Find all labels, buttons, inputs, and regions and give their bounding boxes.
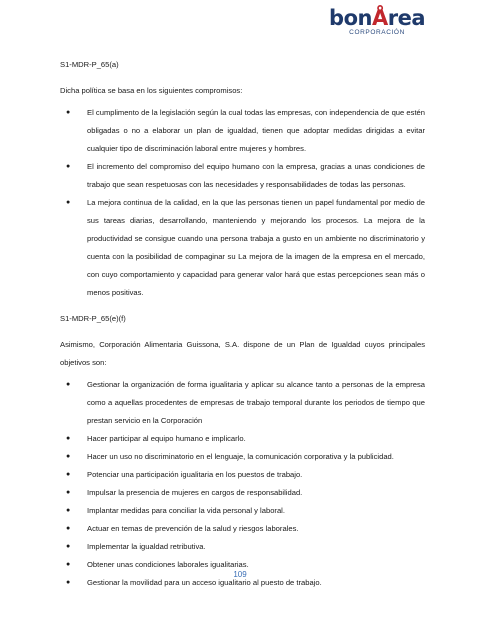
list-item: ● Gestionar la movilidad para un acceso igualitario al puesto de trabajo. xyxy=(60,574,425,592)
company-logo xyxy=(329,7,425,37)
bullet-icon: ● xyxy=(66,525,71,532)
list-item: ● Potenciar una participación igualitaria en los puestos de trabajo. xyxy=(60,466,425,484)
list-item: ● Impulsar la presencia de mujeres en cargos de responsabilidad. xyxy=(60,484,425,502)
bullet-icon: ● xyxy=(66,489,71,496)
list-item: ● Hacer un uso no discriminatorio en el lenguaje, la comunicación corporativa y la publicidad. xyxy=(60,448,425,466)
bullet-icon: ● xyxy=(66,561,71,568)
bullet-icon: ● xyxy=(66,381,71,388)
list-item: ● Actuar en temas de prevención de la salud y riesgos laborales. xyxy=(60,520,425,538)
list-item: ● Hacer participar al equipo humano e implicarlo. xyxy=(60,430,425,448)
bullet-icon: ● xyxy=(66,163,71,170)
commitments-list xyxy=(60,104,425,302)
list-item: ● Obtener unas condiciones laborales igualitarias. xyxy=(60,556,425,574)
bullet-icon: ● xyxy=(66,453,71,460)
bullet-icon: ● xyxy=(66,543,71,550)
bullet-icon: ● xyxy=(66,435,71,442)
logo-subtitle: CORPORACIÓN xyxy=(349,29,405,36)
list-item: ● La mejora continua de la calidad, en la que las personas tienen un papel fundamental por medio de sus tareas diarias, desarrollando, manteniendo y mejorando los procesos. La mejora de la productividad se consigue cuando una persona trabaja a gusto en un ambiente no discriminatorio y cuenta con la posibilidad de compaginar su La mejora de la imagen de la empresa en el mercado, con cuyo comportamiento y capacidad para generar valor hará que estas percepciones sean más o menos positivas. xyxy=(60,194,425,302)
list-item: ● Implantar medidas para conciliar la vida personal y laboral. xyxy=(60,502,425,520)
bullet-icon: ● xyxy=(66,109,71,116)
document-body xyxy=(60,56,425,592)
list-item: ● El incremento del compromiso del equipo humano con la empresa, gracias a unas condiciones de trabajo que sean respetuosas con las necesidades y responsabilidades de todas las personas. xyxy=(60,158,425,194)
list-item: ● Gestionar la organización de forma igualitaria y aplicar su alcance tanto a personas de la empresa como a aquellas procedentes de empresas de trabajo temporal durante los periodos de tiempo que prestan servicio en la Corporación xyxy=(60,376,425,430)
page-number: 109 xyxy=(233,570,247,579)
section-intro-1: Dicha política se basa en los siguientes compromisos: xyxy=(60,86,243,95)
bullet-icon: ● xyxy=(66,507,71,514)
section-code-2: S1-MDR-P_65(e)(f) xyxy=(60,314,126,323)
list-item: ● Implementar la igualdad retributiva. xyxy=(60,538,425,556)
section-intro-2: Asimismo, Corporación Alimentaria Guissona, S.A. dispone de un Plan de Igualdad cuyos principales objetivos son: xyxy=(60,340,425,367)
objectives-list xyxy=(60,376,425,592)
bullet-icon: ● xyxy=(66,199,71,206)
bullet-icon: ● xyxy=(66,471,71,478)
bullet-icon: ● xyxy=(66,579,71,586)
section-code-1: S1-MDR-P_65(a) xyxy=(60,60,119,69)
list-item: ● El cumplimento de la legislación según la cual todas las empresas, con independencia de que estén obligadas o no a elaborar un plan de igualdad, tienen que adoptar medidas dirigidas a evitar cualquier tipo de discriminación laboral entre mujeres y hombres. xyxy=(60,104,425,158)
logo-wordmark: bonÅrea xyxy=(329,6,425,30)
